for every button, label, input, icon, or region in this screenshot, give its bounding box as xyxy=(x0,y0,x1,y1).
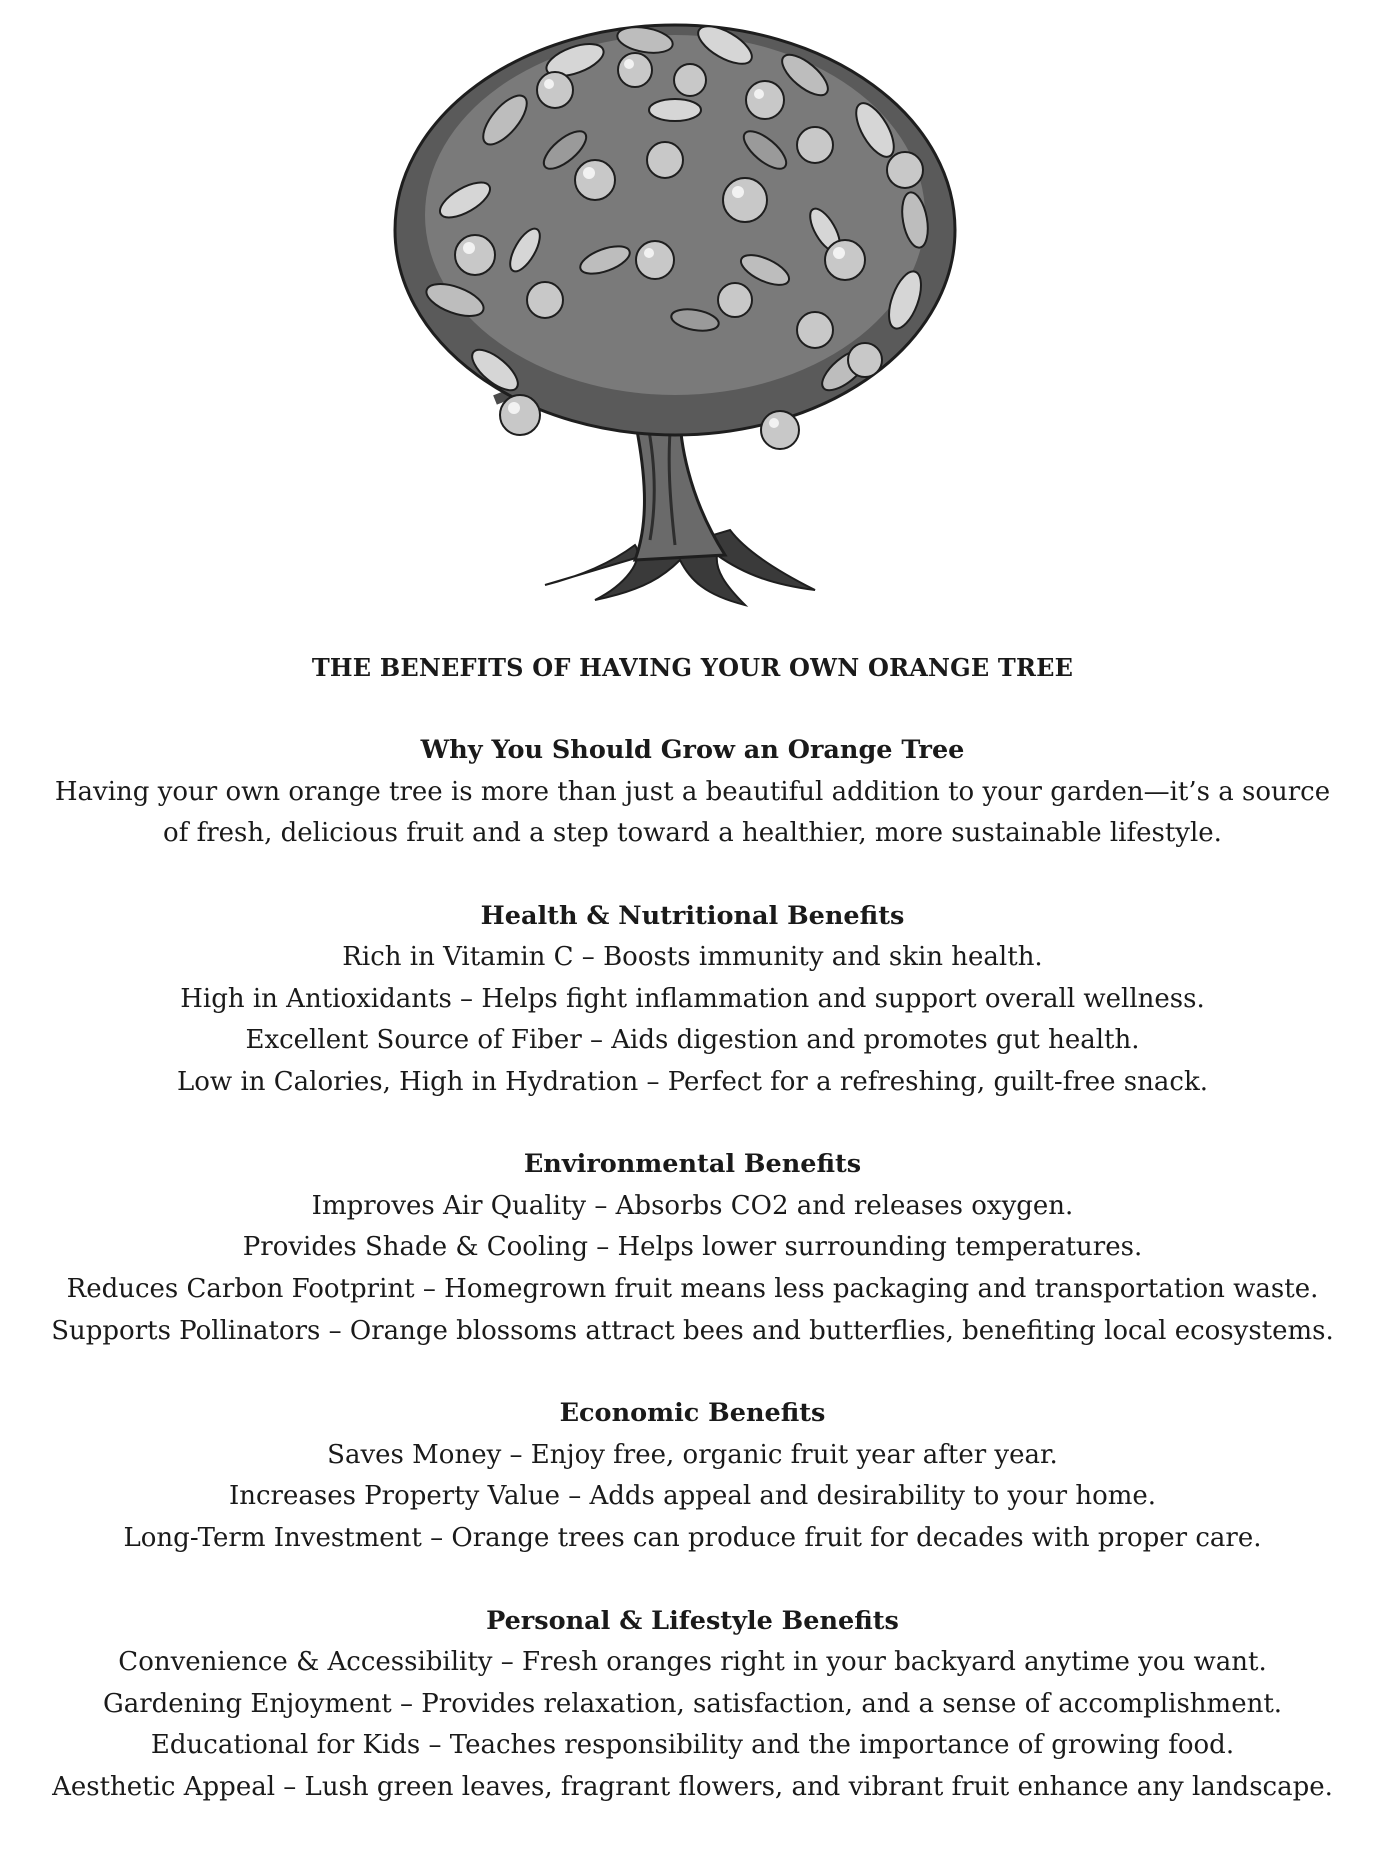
intro-section xyxy=(0,730,1385,855)
benefit-line: Excellent Source of Fiber – Aids digestion and promotes gut health. xyxy=(245,1025,1140,1056)
benefit-line: Provides Shade & Cooling – Helps lower surrounding temperatures. xyxy=(242,1232,1143,1263)
intro-line: Having your own orange tree is more than just a beautiful addition to your garden—it’s a source xyxy=(54,776,1331,807)
health-heading: Health & Nutritional Benefits xyxy=(480,900,905,931)
benefit-line: Saves Money – Enjoy free, organic fruit year after year. xyxy=(327,1439,1058,1470)
benefit-line: Long-Term Investment – Orange trees can produce fruit for decades with proper care. xyxy=(123,1522,1262,1553)
benefit-line: Reduces Carbon Footprint – Homegrown fruit means less packaging and transportation waste. xyxy=(66,1274,1319,1305)
intro-line: of fresh, delicious fruit and a step toward a healthier, more sustainable lifestyle. xyxy=(163,818,1222,848)
benefit-line: Increases Property Value – Adds appeal and desirability to your home. xyxy=(228,1481,1157,1512)
environmental-heading: Environmental Benefits xyxy=(523,1149,862,1180)
orange-tree-icon xyxy=(345,0,1005,625)
environmental-section xyxy=(0,1144,1385,1352)
page-title: THE BENEFITS OF HAVING YOUR OWN ORANGE TREE xyxy=(311,653,1074,682)
intro-heading: Why You Should Grow an Orange Tree xyxy=(420,735,965,765)
economic-section xyxy=(0,1393,1385,1559)
orange-tree-illustration xyxy=(345,0,1005,625)
benefit-line: Supports Pollinators – Orange blossoms attract bees and butterflies, benefiting local ecosystems. xyxy=(51,1315,1334,1346)
benefit-line: Educational for Kids – Teaches responsibility and the importance of growing food. xyxy=(150,1730,1235,1761)
benefit-line: Improves Air Quality – Absorbs CO2 and releases oxygen. xyxy=(311,1190,1074,1221)
benefit-line: Gardening Enjoyment – Provides relaxation, satisfaction, and a sense of accomplishment. xyxy=(102,1688,1283,1719)
benefit-line: Rich in Vitamin C – Boosts immunity and skin health. xyxy=(342,942,1043,972)
personal-heading: Personal & Lifestyle Benefits xyxy=(486,1605,899,1636)
document-body xyxy=(0,648,1385,1849)
economic-heading: Economic Benefits xyxy=(559,1398,826,1429)
benefit-line: Low in Calories, High in Hydration – Perfect for a refreshing, guilt-free snack. xyxy=(177,1066,1208,1097)
personal-section xyxy=(0,1601,1385,1809)
benefit-line: High in Antioxidants – Helps fight inflammation and support overall wellness. xyxy=(180,983,1205,1014)
benefit-line: Aesthetic Appeal – Lush green leaves, fragrant flowers, and vibrant fruit enhance any landscape. xyxy=(52,1771,1333,1802)
benefit-line: Convenience & Accessibility – Fresh oranges right in your backyard anytime you want. xyxy=(118,1647,1267,1678)
health-section xyxy=(0,896,1385,1104)
